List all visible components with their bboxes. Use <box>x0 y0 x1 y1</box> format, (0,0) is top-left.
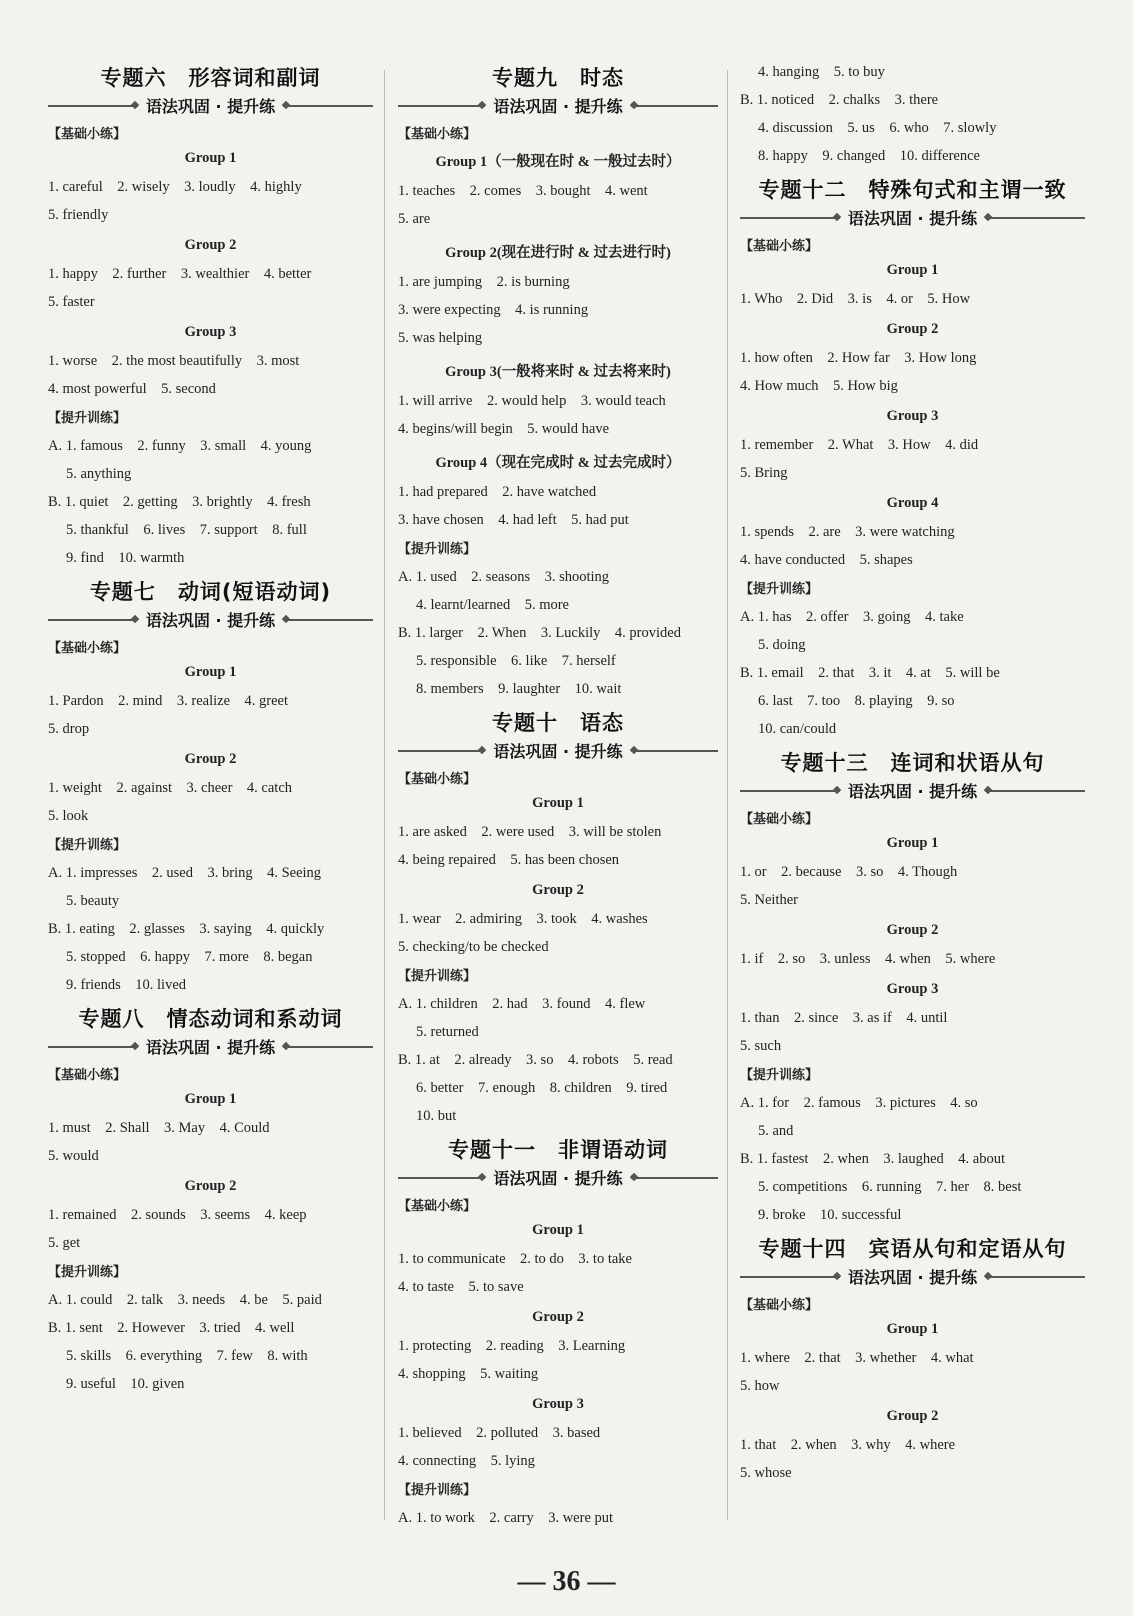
answer-line: 1. are asked 2. were used 3. will be stolen <box>398 824 662 840</box>
topic-title: 专题六 形容词和副词 <box>100 66 321 90</box>
answer-line: 1. remember 2. What 3. How 4. did <box>740 437 979 453</box>
answer-line: B. 1. eating 2. glasses 3. saying 4. quickly <box>48 921 325 937</box>
answer-line: 1. remained 2. sounds 3. seems 4. keep <box>48 1207 307 1223</box>
answer-line: 1. protecting 2. reading 3. Learning <box>398 1338 626 1354</box>
answer-line: 1. if 2. so 3. unless 4. when 5. where <box>740 951 996 967</box>
section-banner: 语法巩固 · 提升练 <box>740 1265 1085 1288</box>
group-heading: Group 1 <box>886 835 939 851</box>
section-label: 【基础小练】 <box>740 239 819 254</box>
answer-line: 4. learnt/learned 5. more <box>416 597 569 613</box>
answer-line: A. 1. has 2. offer 3. going 4. take <box>740 609 964 625</box>
answer-line: 1. where 2. that 3. whether 4. what <box>740 1350 974 1366</box>
answer-line: B. 1. noticed 2. chalks 3. there <box>740 92 939 108</box>
answer-line: 1. spends 2. are 3. were watching <box>740 524 955 540</box>
topic-title: 专题八 情态动词和系动词 <box>78 1007 343 1031</box>
answer-line: 10. but <box>416 1108 457 1124</box>
answer-line: 5. such <box>740 1038 782 1054</box>
answer-line: 4. to taste 5. to save <box>398 1279 524 1295</box>
answer-line: A. 1. children 2. had 3. found 4. flew <box>398 996 646 1012</box>
group-heading: Group 2 <box>184 751 237 767</box>
answer-line: 1. are jumping 2. is burning <box>398 274 570 290</box>
section-banner: 语法巩固 · 提升练 <box>740 206 1085 229</box>
answer-line: 1. careful 2. wisely 3. loudly 4. highly <box>48 179 302 195</box>
section-banner: 语法巩固 · 提升练 <box>398 739 718 762</box>
group-heading: Group 2 <box>184 1178 237 1194</box>
answer-line: A. 1. could 2. talk 3. needs 4. be 5. paid <box>48 1292 322 1308</box>
section-label: 【提升训练】 <box>398 1483 477 1498</box>
answer-line: 4. begins/will begin 5. would have <box>398 421 610 437</box>
answer-line: 5. are <box>398 211 431 227</box>
section-banner: 语法巩固 · 提升练 <box>398 94 718 117</box>
answer-line: 5. beauty <box>66 893 120 909</box>
group-heading: Group 3(一般将来时 & 过去将来时) <box>445 364 671 380</box>
answer-line: 9. useful 10. given <box>66 1376 185 1392</box>
group-heading: Group 1 <box>184 150 237 166</box>
topic-title: 专题十 语态 <box>492 711 624 735</box>
answer-line: 1. had prepared 2. have watched <box>398 484 597 500</box>
answer-line: 1. or 2. because 3. so 4. Though <box>740 864 958 880</box>
section-label: 【提升训练】 <box>48 1265 127 1280</box>
section-label: 【提升训练】 <box>398 969 477 984</box>
answer-line: 5. how <box>740 1378 780 1394</box>
topic-title: 专题十三 连词和状语从句 <box>780 751 1045 775</box>
answer-line: 8. happy 9. changed 10. difference <box>758 148 980 164</box>
group-heading: Group 2 <box>886 1408 939 1424</box>
answer-line: 1. than 2. since 3. as if 4. until <box>740 1010 948 1026</box>
group-heading: Group 1 <box>184 664 237 680</box>
section-label: 【提升训练】 <box>740 582 819 597</box>
answer-line: 5. and <box>758 1123 794 1139</box>
answer-line: B. 1. larger 2. When 3. Luckily 4. provided <box>398 625 681 641</box>
answer-line: 5. Bring <box>740 465 788 481</box>
topic-title: 专题九 时态 <box>492 66 624 90</box>
answer-line: 5. get <box>48 1235 81 1251</box>
answer-line: 5. skills 6. everything 7. few 8. with <box>66 1348 308 1364</box>
answer-line: 5. Neither <box>740 892 798 908</box>
section-label: 【基础小练】 <box>48 127 127 142</box>
answer-line: 1. that 2. when 3. why 4. where <box>740 1437 956 1453</box>
answer-line: 3. were expecting 4. is running <box>398 302 589 318</box>
section-label: 【提升训练】 <box>398 542 477 557</box>
group-heading: Group 1（一般现在时 & 一般过去时） <box>435 154 681 170</box>
section-label: 【基础小练】 <box>48 641 127 656</box>
column-2 <box>398 58 718 1532</box>
group-heading: Group 2 <box>532 882 584 898</box>
group-heading: Group 1 <box>886 262 939 278</box>
answer-line: 5. would <box>48 1148 99 1164</box>
group-heading: Group 1 <box>184 1091 237 1107</box>
answer-line: 4. shopping 5. waiting <box>398 1366 539 1382</box>
section-banner: 语法巩固 · 提升练 <box>740 779 1085 802</box>
page-number: — 36 — <box>517 1566 616 1597</box>
answer-line: A. 1. famous 2. funny 3. small 4. young <box>48 438 312 454</box>
answer-line: 10. can/could <box>758 721 837 737</box>
answer-line: B. 1. at 2. already 3. so 4. robots 5. read <box>398 1052 673 1068</box>
section-label: 【基础小练】 <box>740 812 819 827</box>
answer-line: 1. will arrive 2. would help 3. would teach <box>398 393 666 409</box>
group-heading: Group 3 <box>886 981 939 997</box>
answer-line: 9. broke 10. successful <box>758 1207 902 1223</box>
column-1 <box>48 58 373 1398</box>
group-heading: Group 1 <box>532 795 584 811</box>
group-heading: Group 2(现在进行时 & 过去进行时) <box>445 245 671 261</box>
group-heading: Group 2 <box>532 1309 584 1325</box>
section-label: 【基础小练】 <box>398 1199 477 1214</box>
group-heading: Group 1 <box>532 1222 584 1238</box>
column-divider-2 <box>727 70 728 1520</box>
answer-line: 4. most powerful 5. second <box>48 381 216 397</box>
answer-line: 5. checking/to be checked <box>398 939 549 955</box>
answer-line: 6. better 7. enough 8. children 9. tired <box>416 1080 668 1096</box>
answer-line: 9. friends 10. lived <box>66 977 187 993</box>
column-3 <box>740 58 1085 1487</box>
column-divider-1 <box>384 70 385 1520</box>
answer-line: 9. find 10. warmth <box>66 550 185 566</box>
answer-line: 5. anything <box>66 466 132 482</box>
topic-title: 专题十二 特殊句式和主谓一致 <box>758 178 1067 202</box>
section-label: 【基础小练】 <box>398 127 477 142</box>
answer-line: 1. weight 2. against 3. cheer 4. catch <box>48 780 293 796</box>
group-heading: Group 2 <box>184 237 237 253</box>
answer-line: 1. Pardon 2. mind 3. realize 4. greet <box>48 693 288 709</box>
answer-line: B. 1. quiet 2. getting 3. brightly 4. fresh <box>48 494 311 510</box>
answer-line: 1. happy 2. further 3. wealthier 4. better <box>48 266 312 282</box>
answer-line: 4. connecting 5. lying <box>398 1453 535 1469</box>
answer-line: B. 1. sent 2. However 3. tried 4. well <box>48 1320 295 1336</box>
answer-line: 1. teaches 2. comes 3. bought 4. went <box>398 183 648 199</box>
section-banner: 语法巩固 · 提升练 <box>398 1166 718 1189</box>
answer-line: A. 1. impresses 2. used 3. bring 4. Seeing <box>48 865 322 881</box>
answer-line: 4. discussion 5. us 6. who 7. slowly <box>758 120 997 136</box>
section-label: 【提升训练】 <box>740 1068 819 1083</box>
answer-line: 1. wear 2. admiring 3. took 4. washes <box>398 911 648 927</box>
answer-line: 4. How much 5. How big <box>740 378 898 394</box>
group-heading: Group 3 <box>532 1396 584 1412</box>
answer-line: 5. look <box>48 808 89 824</box>
group-heading: Group 1 <box>886 1321 939 1337</box>
answer-line: 5. faster <box>48 294 95 310</box>
answer-line: 1. how often 2. How far 3. How long <box>740 350 977 366</box>
topic-title: 专题十一 非谓语动词 <box>448 1138 668 1162</box>
answer-line: 8. members 9. laughter 10. wait <box>416 681 622 697</box>
answer-line: 1. must 2. Shall 3. May 4. Could <box>48 1120 270 1136</box>
answer-line: A. 1. used 2. seasons 3. shooting <box>398 569 610 585</box>
answer-line: 5. returned <box>416 1024 479 1040</box>
answer-line: 5. competitions 6. running 7. her 8. best <box>758 1179 1022 1195</box>
answer-line: 1. believed 2. polluted 3. based <box>398 1425 601 1441</box>
section-banner: 语法巩固 · 提升练 <box>48 608 373 631</box>
group-heading: Group 2 <box>886 922 939 938</box>
group-heading: Group 4 <box>886 495 939 511</box>
group-heading: Group 2 <box>886 321 939 337</box>
answer-line: 5. drop <box>48 721 90 737</box>
group-heading: Group 3 <box>184 324 237 340</box>
group-heading: Group 3 <box>886 408 939 424</box>
answer-line: 1. to communicate 2. to do 3. to take <box>398 1251 632 1267</box>
answer-line: B. 1. email 2. that 3. it 4. at 5. will be <box>740 665 1000 681</box>
answer-line: A. 1. to work 2. carry 3. were put <box>398 1510 614 1526</box>
section-label: 【基础小练】 <box>398 772 477 787</box>
section-banner: 语法巩固 · 提升练 <box>48 1035 373 1058</box>
section-label: 【基础小练】 <box>48 1068 127 1083</box>
section-label: 【提升训练】 <box>48 838 127 853</box>
answer-line: 5. was helping <box>398 330 483 346</box>
answer-line: 5. doing <box>758 637 806 653</box>
answer-line: 5. responsible 6. like 7. herself <box>416 653 616 669</box>
answer-line: 5. thankful 6. lives 7. support 8. full <box>66 522 307 538</box>
answer-line: 4. have conducted 5. shapes <box>740 552 913 568</box>
answer-line: 3. have chosen 4. had left 5. had put <box>398 512 629 528</box>
answer-line: 1. worse 2. the most beautifully 3. most <box>48 353 300 369</box>
topic-title: 专题十四 宾语从句和定语从句 <box>758 1237 1067 1261</box>
section-banner: 语法巩固 · 提升练 <box>48 94 373 117</box>
answer-line: 5. friendly <box>48 207 109 223</box>
answer-line: 6. last 7. too 8. playing 9. so <box>758 693 955 709</box>
answer-line: 4. hanging 5. to buy <box>758 64 885 80</box>
topic-title: 专题七 动词(短语动词) <box>89 580 332 604</box>
answer-line: 5. whose <box>740 1465 792 1481</box>
answer-line: 5. stopped 6. happy 7. more 8. began <box>66 949 313 965</box>
answer-line: 4. being repaired 5. has been chosen <box>398 852 620 868</box>
section-label: 【基础小练】 <box>740 1298 819 1313</box>
section-label: 【提升训练】 <box>48 411 127 426</box>
answer-line: B. 1. fastest 2. when 3. laughed 4. about <box>740 1151 1005 1167</box>
answer-line: A. 1. for 2. famous 3. pictures 4. so <box>740 1095 978 1111</box>
answer-line: 1. Who 2. Did 3. is 4. or 5. How <box>740 291 971 307</box>
group-heading: Group 4（现在完成时 & 过去完成时） <box>435 455 681 471</box>
